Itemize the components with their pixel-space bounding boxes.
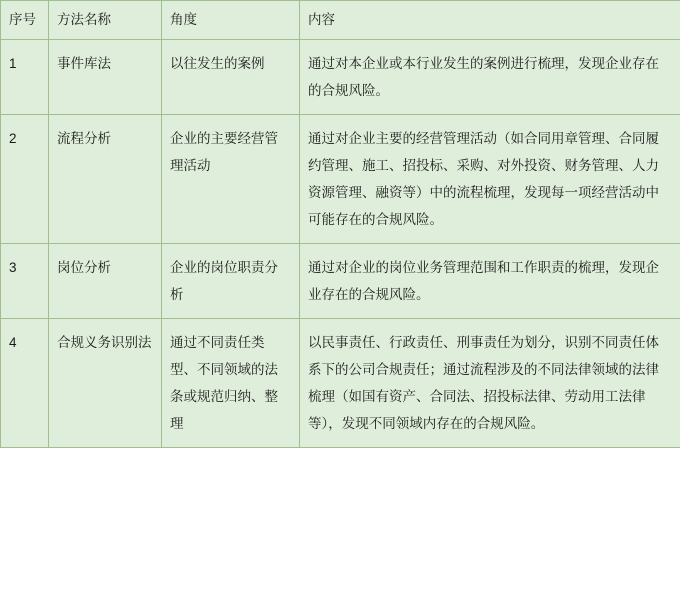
cell-content-text: 通过对企业主要的经营管理活动（如合同用章管理、合同履约管理、施工、招投标、采购、对外投资、财务管理、人力资源管理、融资等）中的流程梳理，发现每一项经营活动中可能存在的合规风险。 — [308, 130, 659, 227]
cell-method-name-text: 合规义务识别法 — [57, 334, 152, 350]
column-header-method-name-text: 方法名称 — [57, 12, 111, 27]
cell-no-text: 1 — [9, 55, 17, 71]
cell-angle — [162, 39, 300, 114]
table-row — [1, 318, 680, 447]
table-row — [1, 243, 680, 318]
cell-content-text: 通过对企业的岗位业务管理范围和工作职责的梳理，发现企业存在的合规风险。 — [308, 259, 659, 302]
cell-no — [1, 318, 49, 447]
cell-method-name — [49, 318, 162, 447]
cell-content-text: 以民事责任、行政责任、刑事责任为划分，识别不同责任体系下的公司合规责任；通过流程涉及的不同法律领域的法律梳理（如国有资产、合同法、招投标法律、劳动用工法律等），发现不同领域内存在的合规风险。 — [308, 334, 659, 431]
cell-no-text: 4 — [9, 334, 17, 350]
cell-content — [300, 114, 680, 243]
cell-no-text: 3 — [9, 259, 17, 275]
column-header-content — [300, 1, 680, 40]
table-row — [1, 114, 680, 243]
cell-angle-text: 企业的主要经营管理活动 — [170, 130, 278, 173]
cell-angle-text: 企业的岗位职责分析 — [170, 259, 278, 302]
cell-angle-text: 通过不同责任类型、不同领域的法条或规范归纳、整理 — [170, 334, 278, 431]
cell-method-name-text: 流程分析 — [57, 130, 111, 146]
cell-angle — [162, 114, 300, 243]
cell-method-name — [49, 39, 162, 114]
cell-content — [300, 243, 680, 318]
column-header-angle — [162, 1, 300, 40]
column-header-angle-text: 角度 — [170, 12, 197, 27]
cell-method-name — [49, 243, 162, 318]
cell-no — [1, 39, 49, 114]
cell-no-text: 2 — [9, 130, 17, 146]
cell-method-name-text: 岗位分析 — [57, 259, 111, 275]
table-header-row — [1, 1, 680, 40]
cell-angle-text: 以往发生的案例 — [170, 55, 265, 71]
cell-angle — [162, 318, 300, 447]
table-row — [1, 39, 680, 114]
column-header-content-text: 内容 — [308, 12, 335, 27]
column-header-no — [1, 1, 49, 40]
column-header-method-name — [49, 1, 162, 40]
cell-content-text: 通过对本企业或本行业发生的案例进行梳理，发现企业存在的合规风险。 — [308, 55, 659, 98]
column-header-no-text: 序号 — [9, 12, 36, 27]
cell-content — [300, 39, 680, 114]
cell-angle — [162, 243, 300, 318]
cell-no — [1, 114, 49, 243]
cell-no — [1, 243, 49, 318]
cell-method-name-text: 事件库法 — [57, 55, 111, 71]
cell-content — [300, 318, 680, 447]
cell-method-name — [49, 114, 162, 243]
